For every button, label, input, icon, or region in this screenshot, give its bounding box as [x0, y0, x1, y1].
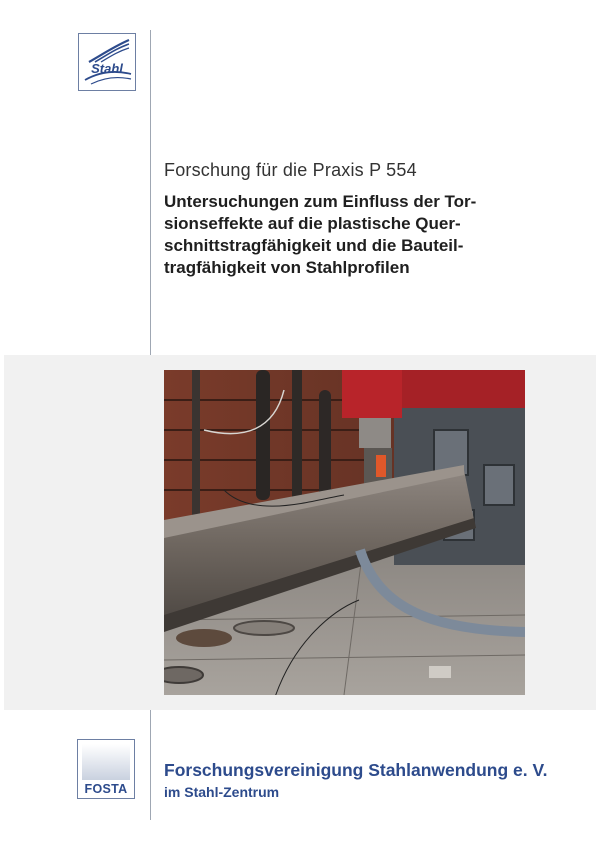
- fosta-logo-text: FOSTA: [84, 782, 128, 796]
- stahl-logo: [78, 33, 136, 91]
- organization-name: Forschungsvereinigung Stahlanwendung e. V.: [164, 760, 548, 780]
- report-title: [164, 191, 524, 279]
- organization-subtitle: im Stahl-Zentrum: [164, 784, 280, 800]
- series-heading: Forschung für die Praxis P 554: [164, 160, 417, 180]
- title-line: sionseffekte auf die plastische Quer-: [164, 214, 461, 233]
- fosta-logo: [77, 739, 135, 799]
- title-line: tragfähigkeit von Stahlprofilen: [164, 258, 410, 277]
- title-line: Untersuchungen zum Einfluss der Tor-: [164, 192, 477, 211]
- stahl-logo-text: Stahl: [91, 61, 123, 76]
- fosta-logo-gradient: [82, 744, 130, 780]
- cover-photo-steel-beam-test: [164, 370, 525, 695]
- title-line: schnittstragfähigkeit und die Bauteil-: [164, 236, 464, 255]
